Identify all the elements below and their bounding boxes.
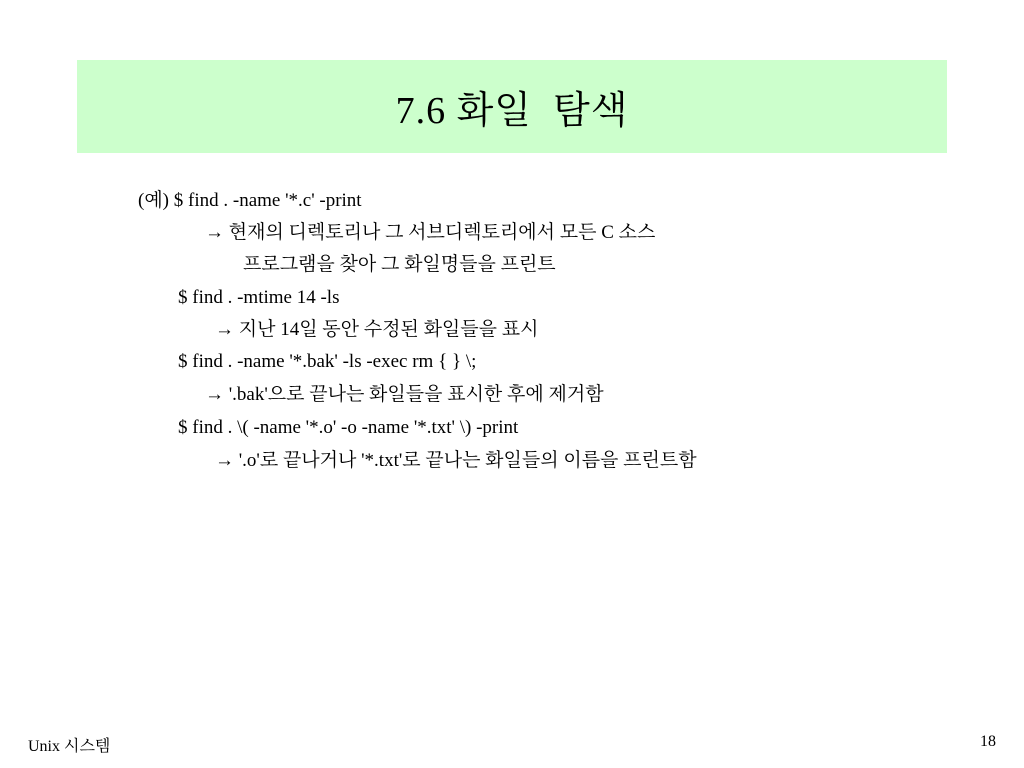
explanation-line-4: → '.o'로 끝나거나 '*.txt'로 끝나는 화일들의 이름을 프린트함 <box>215 450 697 471</box>
explanation-line-3: → '.bak'으로 끝나는 화일들을 표시한 후에 제거함 <box>205 384 604 405</box>
explanation-line-1-cont: 프로그램을 찾아 그 화일명들을 프린트 <box>243 254 556 275</box>
explanation-line-2: → 지난 14일 동안 수정된 화일들을 표시 <box>215 319 539 340</box>
example-line-3: $ find . -name '*.bak' -ls -exec rm { } \; <box>178 351 477 372</box>
footer-course-title: Unix 시스템 <box>28 738 111 755</box>
title-banner <box>77 60 947 153</box>
example-line-2: $ find . -mtime 14 -ls <box>178 287 340 308</box>
slide-title: 7.6 화일 탐색 <box>395 90 629 132</box>
explanation-line-1: → 현재의 디렉토리나 그 서브디렉토리에서 모든 C 소스 <box>205 222 656 243</box>
example-line-4: $ find . \( -name '*.o' -o -name '*.txt' \) -print <box>178 417 519 438</box>
page-number: 18 <box>980 733 996 750</box>
example-line-1: (예) $ find . -name '*.c' -print <box>138 190 362 211</box>
